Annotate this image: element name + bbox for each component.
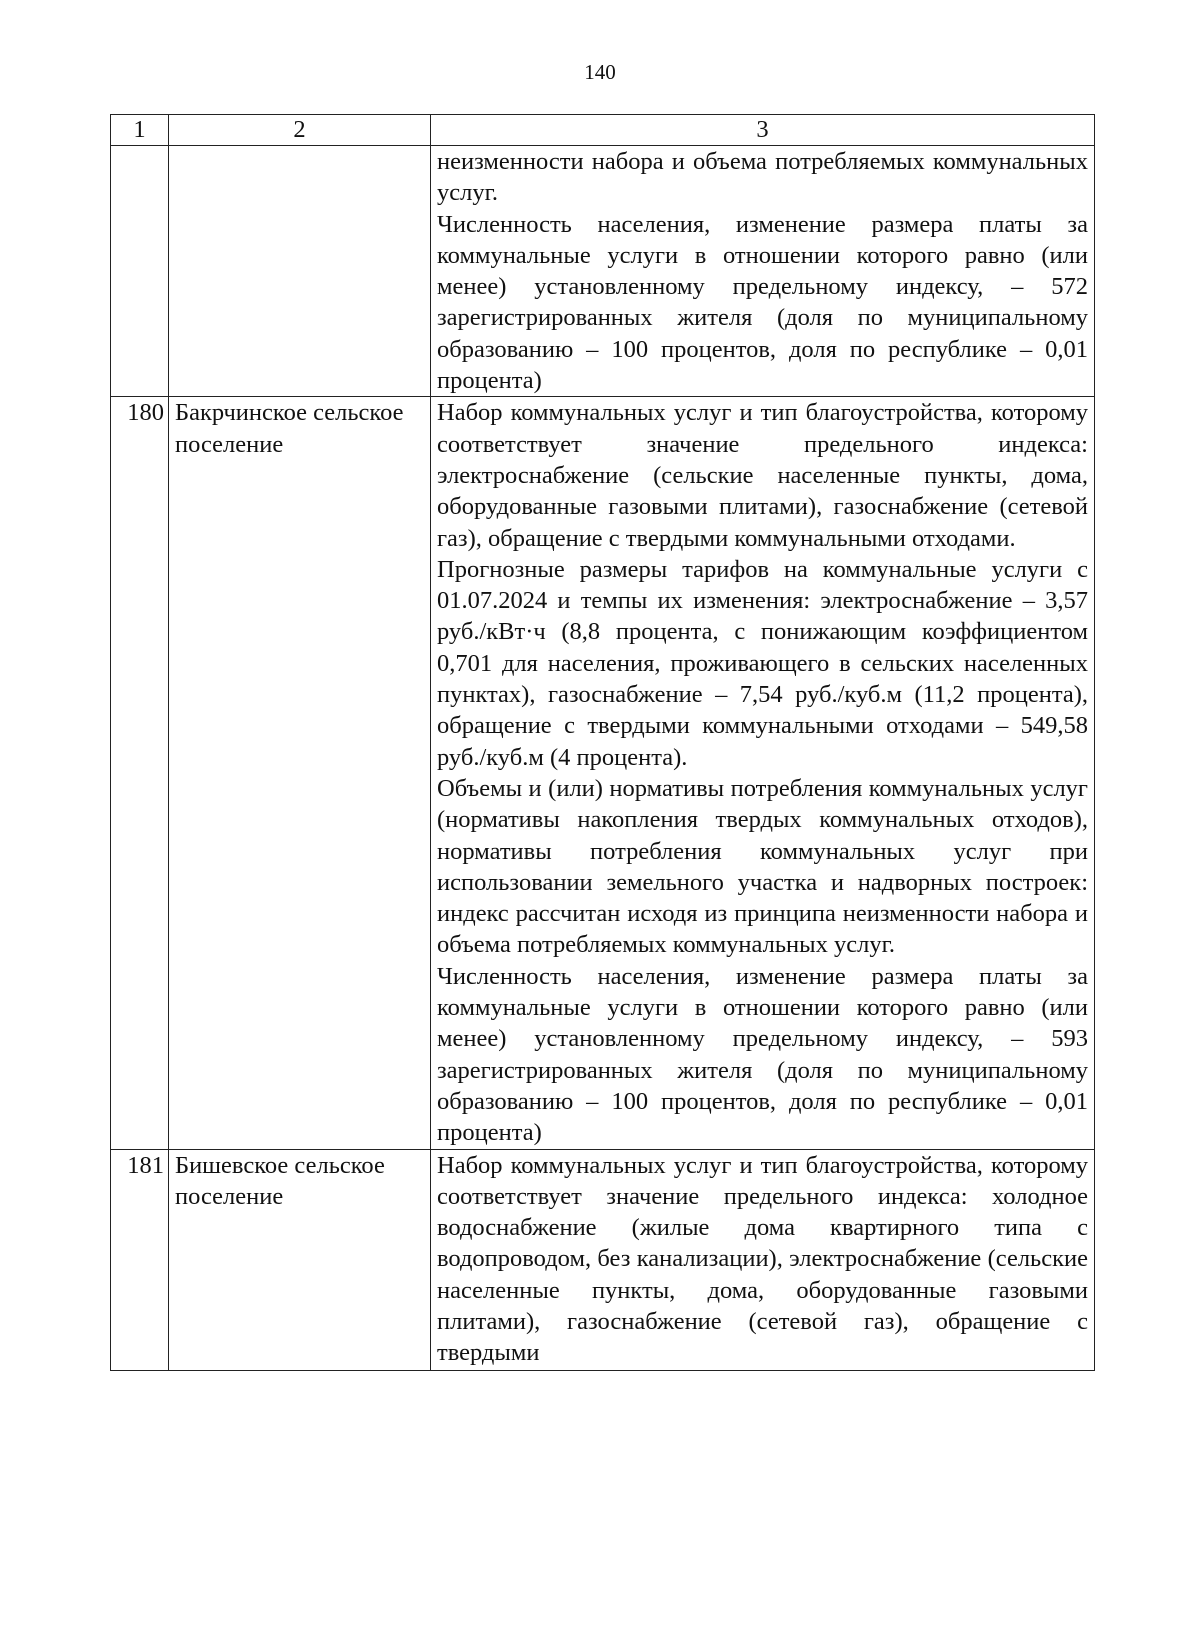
table-header-row (111, 115, 1095, 146)
paragraph: неизменности набора и объема потребляемых коммунальных услуг. (437, 148, 1088, 207)
row-text-cell (431, 146, 1095, 397)
paragraph: Объемы и (или) нормативы потребления коммунальных услуг (нормативы накопления твердых коммунальных отходов), нормативы потребления коммунальных услуг при использовании земельного участка и надворных построек: индекс рассчитан исходя из принципа неизменности набора и объема потребляемых коммунальных услуг. (437, 774, 1088, 959)
paragraph: Численность населения, изменение размера платы за коммунальные услуги в отношении которого равно (или менее) установленному предельному индексу, – 593 зарегистрированных жителя (доля по муниципальному образованию – 100 процентов, доля по республике – 0,01 процента) (437, 962, 1088, 1147)
data-table (110, 114, 1095, 1371)
header-col-1: 1 (111, 115, 169, 146)
row-number: 180 (111, 397, 169, 1149)
settlement-name: Бакрчинское сельское поселение (169, 397, 431, 1149)
table-row-180 (111, 397, 1095, 1149)
header-col-2: 2 (169, 115, 431, 146)
row-number: 181 (111, 1149, 169, 1370)
paragraph: Численность населения, изменение размера платы за коммунальные услуги в отношении которого равно (или менее) установленному предельному индексу, – 572 зарегистрированных жителя (доля по муниципальному образованию – 100 процентов, доля по республике – 0,01 процента) (437, 210, 1088, 395)
table-row-continuation (111, 146, 1095, 397)
header-col-3: 3 (431, 115, 1095, 146)
paragraph: Набор коммунальных услуг и тип благоустройства, которому соответствует значение предельного индекса: холодное водоснабжение (жилые дома квартирного типа с водопроводом, без канализации), электроснабжение (сельские населенные пункты, дома, оборудованные газовыми плитами), газоснабжение (сетевой газ), обращение с твердыми (437, 1151, 1088, 1367)
page-number: 140 (584, 60, 616, 84)
row-number-cell (111, 146, 169, 397)
table-row-181 (111, 1149, 1095, 1370)
paragraph: Набор коммунальных услуг и тип благоустройства, которому соответствует значение предельного индекса: электроснабжение (сельские населенные пункты, дома, оборудованные газовыми плитами), газоснабжение (сетевой газ), обращение с твердыми коммунальными отходами. (437, 399, 1088, 552)
row-text-cell (431, 397, 1095, 1149)
row-text-cell (431, 1149, 1095, 1370)
row-name-cell (169, 146, 431, 397)
settlement-name: Бишевское сельское поселение (169, 1149, 431, 1370)
paragraph: Прогнозные размеры тарифов на коммунальные услуги с 01.07.2024 и темпы их изменения: электроснабжение – 3,57 руб./кВт·ч (8,8 процента, с понижающим коэффициентом 0,701 для населения, проживающего в сельских населенных пунктах), газоснабжение – 7,54 руб./куб.м (11,2 процента), обращение с твердыми коммунальными отходами – 549,58 руб./куб.м (4 процента). (437, 555, 1088, 771)
